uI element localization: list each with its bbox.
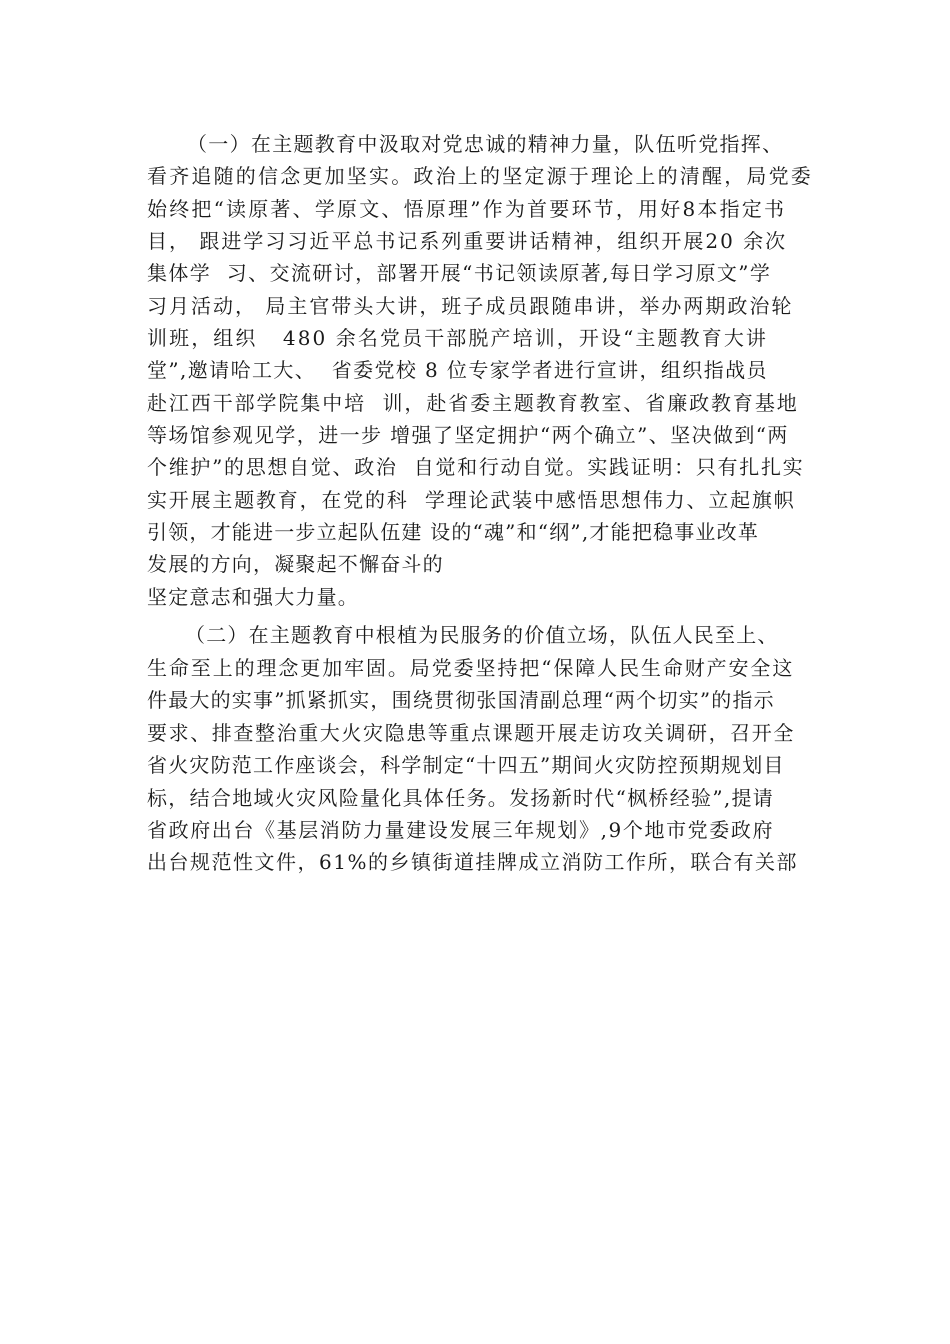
- text-line: 坚定意志和强大力量。: [147, 585, 359, 609]
- text-line: 训班，组织 480 余名党员干部脱产培训，开设“主题教育大讲: [147, 326, 769, 350]
- text-line: 堂”,邀请哈工大、 省委党校 8 位专家学者进行宣讲，组织指战员: [147, 358, 768, 382]
- text-line: 要求、排查整治重大火灾隐患等重点课题开展走访攻关调研，召开全: [147, 721, 795, 745]
- text-line: 习月活动， 局主官带头大讲，班子成员跟随串讲，举办两期政治轮: [147, 294, 794, 318]
- text-line: 标，结合地域火灾风险量化具体任务。发扬新时代“枫桥经验”,提请: [147, 786, 775, 810]
- text-line: 赴江西干部学院集中培 训，赴省委主题教育教室、省廉政教育基地: [147, 391, 799, 415]
- text-line: 目， 跟进学习习近平总书记系列重要讲话精神，组织开展20 余次: [147, 229, 788, 253]
- text-line: 实开展主题教育，在党的科 学理论武装中感悟思想伟力、立起旗帜: [147, 488, 796, 512]
- text-line: 省政府出台《基层消防力量建设发展三年规划》,9个地市党委政府: [147, 818, 775, 842]
- text-line: 生命至上的理念更加牢固。局党委坚持把“保障人民生命财产安全这: [147, 656, 795, 680]
- text-line: 集体学 习、交流研讨，部署开展“书记领读原著,每日学习原文”学: [147, 261, 772, 285]
- text-line: （一）在主题教育中汲取对党忠诚的精神力量，队伍听党指挥、: [187, 132, 784, 156]
- text-line: 出台规范性文件，61%的乡镇街道挂牌成立消防工作所，联合有关部: [147, 850, 798, 874]
- text-line: 等场馆参观见学，进一步 增强了坚定拥护“两个确立”、坚决做到“两: [147, 423, 789, 447]
- text-line: 省火灾防范工作座谈会，科学制定“十四五”期间火灾防控预期规划目: [147, 753, 785, 777]
- text-line: （二）在主题教育中根植为民服务的价值立场，队伍人民至上、: [185, 623, 779, 647]
- text-line: 发展的方向，凝聚起不懈奋斗的: [147, 552, 444, 576]
- text-line: 始终把“读原著、学原文、悟原理”作为首要环节，用好8本指定书: [147, 197, 787, 221]
- text-line: 引领，才能进一步立起队伍建 设的“魂”和“纲”,才能把稳事业改革: [147, 520, 760, 544]
- text-line: 看齐追随的信念更加坚实。政治上的坚定源于理论上的清醒，局党委: [147, 164, 813, 188]
- text-line: 个维护”的思想自觉、政治 自觉和行动自觉。实践证明：只有扎扎实: [147, 455, 805, 479]
- text-line: 件最大的实事”抓紧抓实，围绕贯彻张国清副总理“两个切实”的指示: [147, 688, 775, 712]
